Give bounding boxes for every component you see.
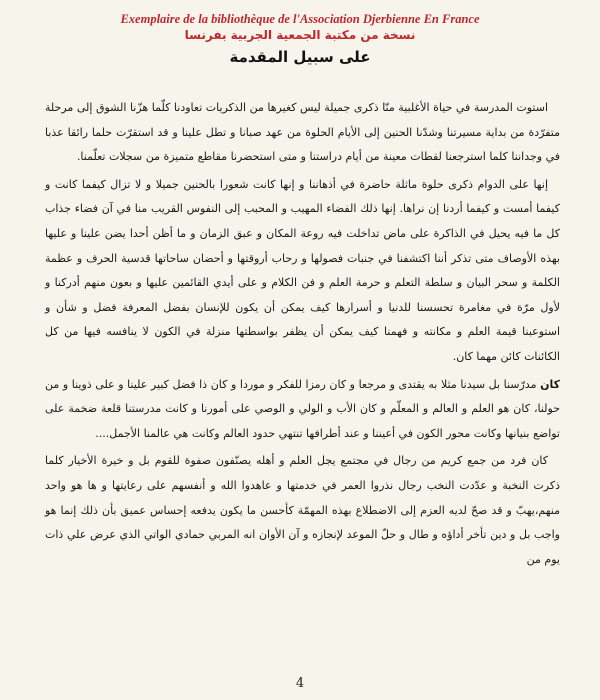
paragraph-lead-word: كان bbox=[540, 377, 560, 391]
section-title: على سبيل المقدمة bbox=[229, 48, 371, 66]
library-stamp-fr: Exemplaire de la bibliothèque de l'Association Djerbienne En France bbox=[120, 12, 480, 26]
paragraph-text: مدرّسنا بل سيدنا مثلا به يقتدى و مرجعا و كان رمزا للفكر و موردا و كان ذا فضل كبير علينا و على ذوينا و من حولنا، كان هو العلم و العالم و المعلّم و كان الأب و الولي و الوصي على أمورنا و كانت مدرستنا قلعة ضخمة على تواضع بنيانها وكانت محور الكون في أعيننا و عند أطرافها تنتهي حدود العالم وكانت هي عالمنا الأجمل.... bbox=[45, 377, 560, 440]
library-stamp-ar: نسخة من مكتبة الجمعية الجربية بفرنسا bbox=[184, 28, 416, 42]
paragraph-text: كان فرد من جمع كريم من رجال في مجتمع يجل العلم و أهله يصنّفون صفوة للقوم بل و خيرة الأخيار كلما ذكرت النخبة و عدّدت النخب رجال نذروا العمر في خدمتها و عاهدوا الله و أنفسهم على رعايتها و ها هو واحد منهم،يهبّ و قد صحّ لديه العزم إلى الاضطلاع بهذه المهمّة كأحسن ما يكون يدفعه إحساس عميق بأن ذلك إنما هو واجب بل و دين تأخر أداؤه و طال و حلّ الموعد لإنجازه و آن الأوان انه المربي حمادي الواتي الذي عرض علي ذات يوم من bbox=[45, 454, 560, 566]
paragraph bbox=[45, 173, 560, 370]
paragraph bbox=[45, 449, 560, 572]
paragraph bbox=[45, 373, 560, 447]
paragraph bbox=[45, 96, 560, 170]
paragraph-text: استوت المدرسة في حياة الأغلبية منّا ذكرى جميلة ليس كغيرها من الذكريات تعاودنا كلّما هزّنا الشوق إلى مرحلة متفرّدة من بداية مسيرتنا وشدّنا الحنين إلى الأيام الحلوة من عهد صبانا و تطل علينا و قد استقرّت حلما رائقا عذبا في وجداننا كلما استرجعنا لقطات معينة من أيام دراستنا و متى استحضرنا مقاطع متميزة من سجلات تعلّمنا. bbox=[45, 101, 560, 164]
page-number: 4 bbox=[295, 676, 305, 691]
body-text bbox=[45, 96, 560, 575]
paragraph-text: إنها على الدوام ذكرى حلوة ماثلة حاضرة في أذهاننا و إنها كانت شعورا بالحنين جميلا و لا تزال كيفما كانت و كيفما أمست و كيفما أردنا إن نراها. إنها ذلك الفضاء المهيب و المحبب إلى النفوس القريب منا في آن فضاء جذاب كل ما فيه يحيل في الذاكرة على ماض تداخلت فيه روعة المكان و عبق الزمان و ما أظن أحدا يضن علينا و عليها بهذه الأوصاف متى تذكر أننا اكتشفنا في جنبات فصولها و رحاب أروقتها و أحضان ساحاتها قدسية الحرف و عظمة الكلمة و سحر البيان و سلطة التعلم و حرمة العلم و فن الكلام و على أيدي القائمين عليها و بعون منهم أدركنا و لأول مرّة في مغامرة تحسسنا للدنيا و أسرارها كيف يمكن أن يكون للإنسان بفضل المعرفة فضل و شأن و استوعبنا قيمة العلم و مكانته و فهمنا كيف يمكن أن يظفر بواسطتها منزلة في الكون لا ينافسه فيها من كل الكائنات كائن مهما كان. bbox=[45, 177, 560, 363]
